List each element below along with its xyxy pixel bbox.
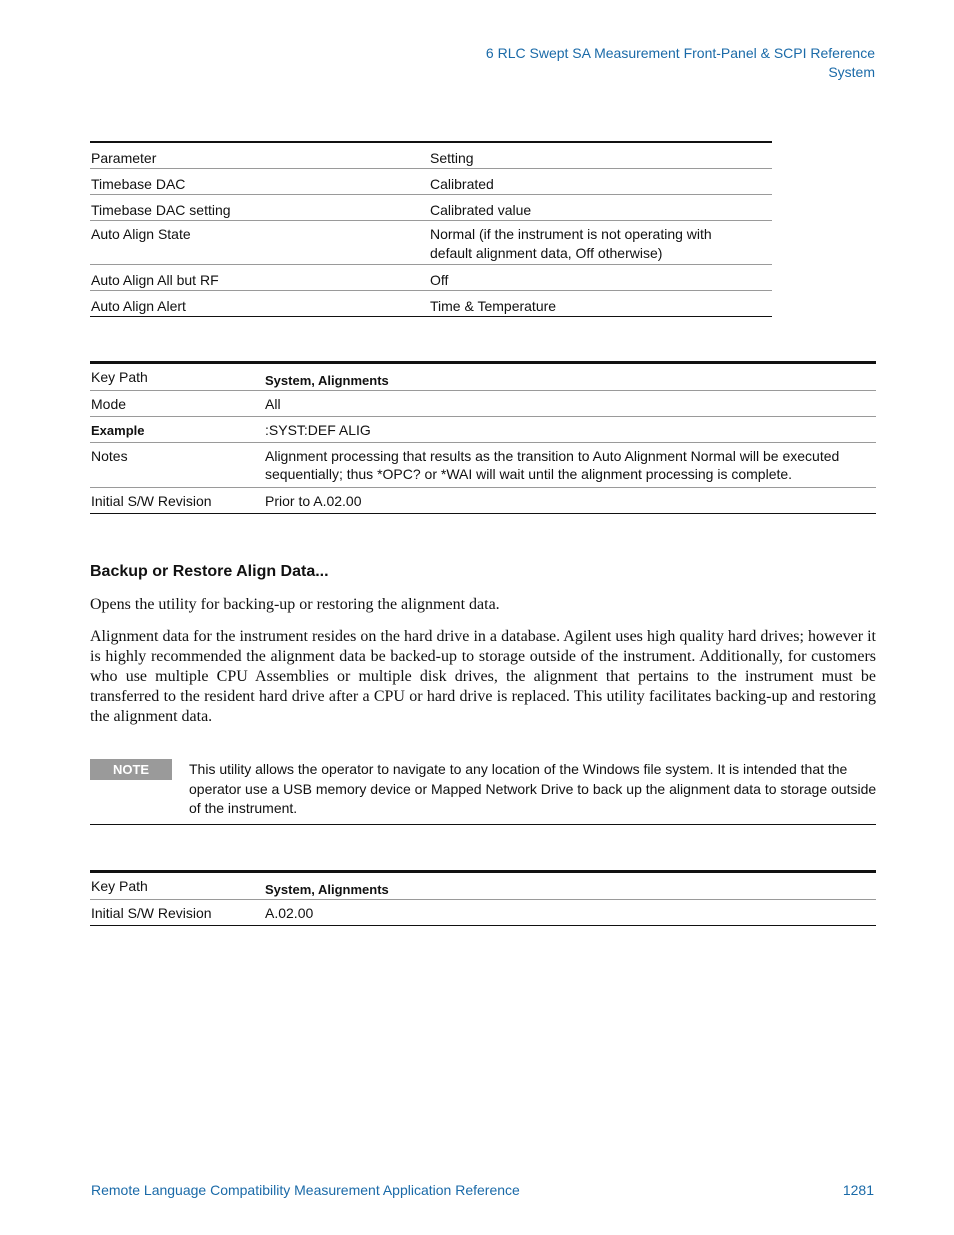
key-path-row [90, 363, 876, 391]
table-row [90, 169, 772, 195]
mode-label: Mode [90, 391, 264, 417]
footer-title: Remote Language Compatibility Measurement Application Reference [91, 1182, 520, 1198]
mode-row [90, 391, 876, 417]
column-header-parameter: Parameter [90, 142, 429, 169]
setting-cell: Calibrated value [429, 195, 772, 221]
setting-cell: Calibrated [429, 169, 772, 195]
note-badge: NOTE [90, 759, 172, 780]
paragraph: Alignment data for the instrument resides on the hard drive in a database. Agilent uses high quality hard drives; however it is highly recommended the alignment data be backed-up to storage outside of the instrument. Additionally, for customers who use multiple CPU Assemblies or multiple disk drives, the alignment that pertains to the instrument must be transferred to the resident hard drive after a CPU or hard drive is replaced. This utility facilitates backing-up and restoring the alignment data. [90, 628, 876, 725]
key-path-label: Key Path [90, 872, 264, 900]
parameter-cell: Timebase DAC setting [90, 195, 429, 221]
table-row [90, 265, 772, 291]
parameter-cell: Auto Align State [90, 221, 429, 265]
key-path-value: System, Alignments [264, 872, 876, 900]
section-name: System [828, 64, 875, 80]
parameter-settings-table [90, 141, 772, 317]
parameter-cell: Timebase DAC [90, 169, 429, 195]
notes-row [90, 443, 876, 488]
revision-row [90, 488, 876, 514]
revision-label: Initial S/W Revision [90, 488, 264, 514]
example-value: :SYST:DEF ALIG [264, 417, 876, 443]
key-path-value: System, Alignments [264, 363, 876, 391]
page-number: 1281 [842, 1182, 874, 1198]
table-row [90, 291, 772, 317]
parameter-cell: Auto Align Alert [90, 291, 429, 317]
key-path-label: Key Path [90, 363, 264, 391]
key-path-table [90, 361, 876, 514]
revision-row [90, 900, 876, 926]
setting-cell: Normal (if the instrument is not operating with default alignment data, Off otherwise) [429, 221, 772, 265]
section-heading: Backup or Restore Align Data... [90, 563, 329, 580]
parameter-cell: Auto Align All but RF [90, 265, 429, 291]
table-row [90, 195, 772, 221]
example-row [90, 417, 876, 443]
example-label: Example [90, 417, 264, 443]
table-row [90, 221, 772, 265]
key-path-row [90, 872, 876, 900]
notes-value: Alignment processing that results as the transition to Auto Alignment Normal will be executed sequentially; thus *OPC? or *WAI will wait until the alignment processing is complete. [264, 443, 876, 488]
setting-cell: Time & Temperature [429, 291, 772, 317]
chapter-title: 6 RLC Swept SA Measurement Front-Panel & SCPI Reference [485, 45, 875, 61]
running-header [486, 44, 875, 82]
note-divider [90, 824, 876, 825]
table-header-row [90, 142, 772, 169]
paragraph: Opens the utility for backing-up or restoring the alignment data. [90, 596, 500, 613]
note-text: This utility allows the operator to navigate to any location of the Windows file system. It is intended that the operator use a USB memory device or Mapped Network Drive to back up the alignment data to storage outside of the instrument. [189, 761, 877, 816]
setting-cell: Off [429, 265, 772, 291]
revision-value: A.02.00 [264, 900, 876, 926]
revision-value: Prior to A.02.00 [264, 488, 876, 514]
mode-value: All [264, 391, 876, 417]
notes-label: Notes [90, 443, 264, 488]
key-path-table [90, 870, 876, 926]
revision-label: Initial S/W Revision [90, 900, 264, 926]
column-header-setting: Setting [429, 142, 772, 169]
